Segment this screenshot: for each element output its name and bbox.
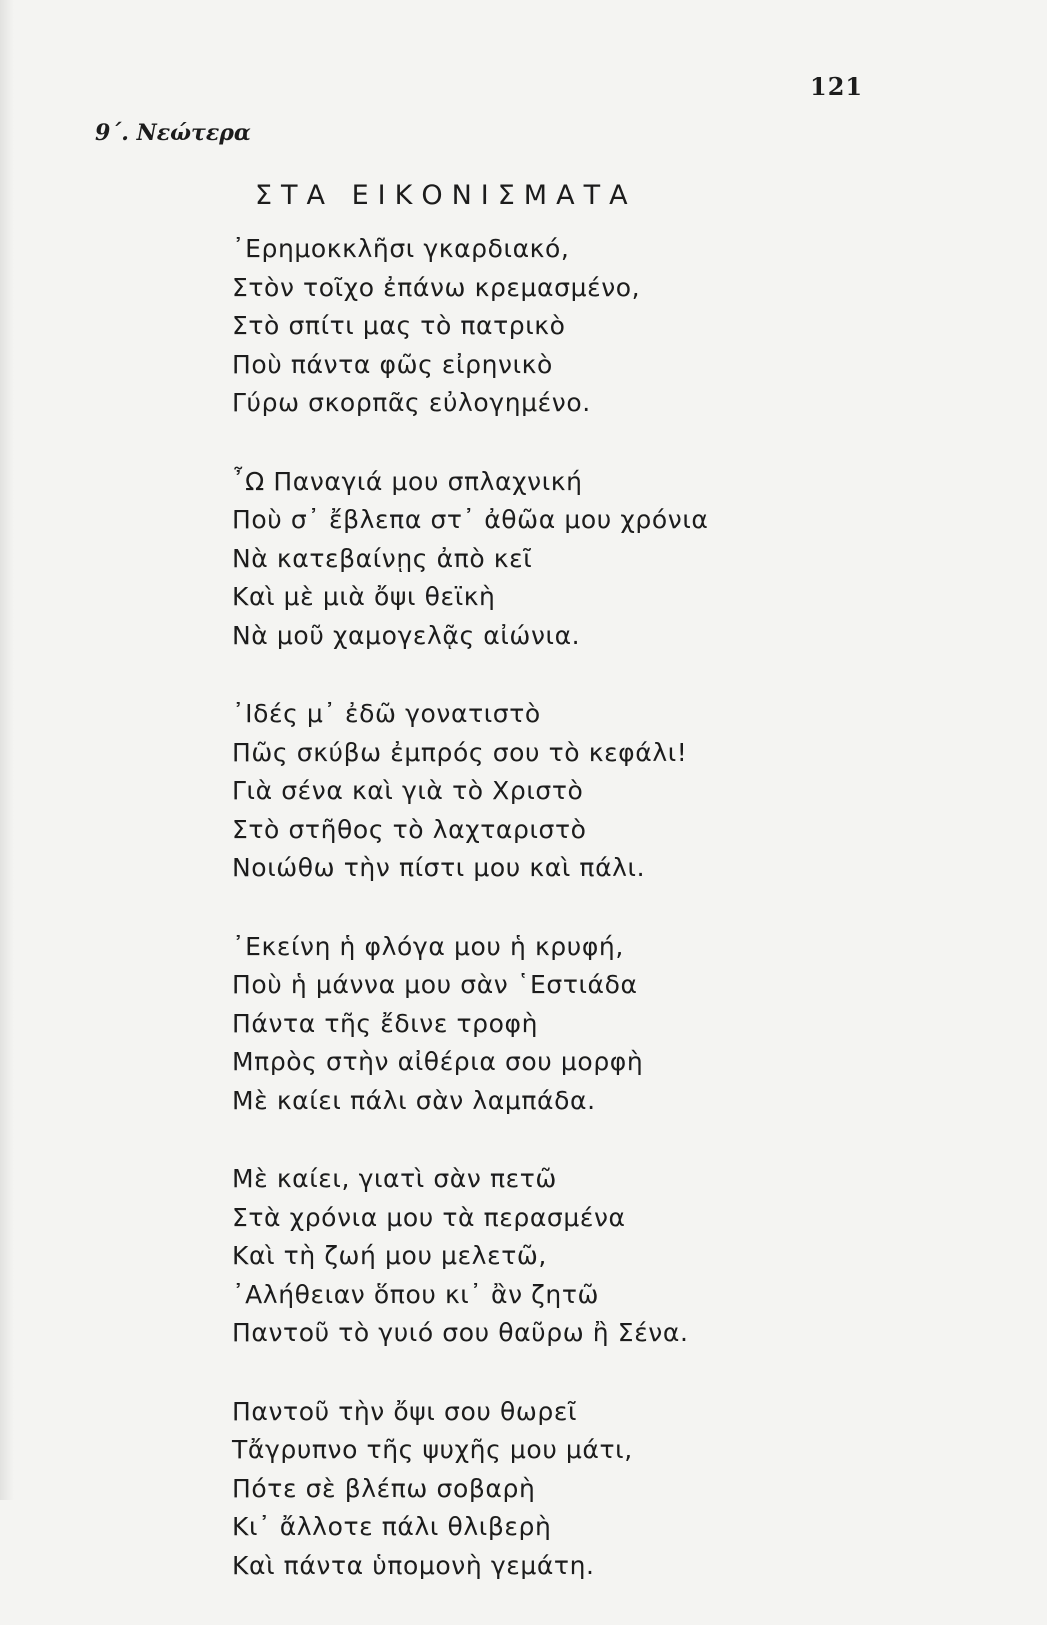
page-gutter [0,0,14,1500]
poem-line: Νὰ μοῦ χαμογελᾷς αἰώνια. [232,620,581,650]
poem-line: ᾿Ερημοκκλῆσι γκαρδιακό, [232,234,570,263]
stanza-1 [232,230,1012,423]
running-head: 9΄. Νεώτερα [95,120,251,146]
poem-line: Μπρὸς στὴν αἰθέρια σου μορφὴ [232,1047,644,1076]
stanza-3 [232,695,1012,888]
poem-line: ᾿Ιδές μ᾿ ἐδῶ γονατιστὸ [232,699,541,728]
poem-line: Κι᾿ ἄλλοτε πάλι θλιβερὴ [232,1512,552,1541]
poem-body [232,230,1012,1625]
poem-line: Γιὰ σένα καὶ γιὰ τὸ Χριστὸ [232,776,584,805]
poem-line: Παντοῦ τὴν ὄψι σου θωρεῖ [232,1396,578,1426]
poem-line: Καὶ μὲ μιὰ ὄψι θεϊκὴ [232,582,496,611]
poem-line: ᾿Αλήθειαν ὅπου κι᾿ ἂν ζητῶ [232,1279,600,1309]
poem-line: Μὲ καίει πάλι σὰν λαμπάδα. [232,1085,596,1115]
stanza-4 [232,928,1012,1121]
poem-line: Γύρω σκορπᾶς εὐλογημένο. [232,388,591,417]
poem-line: Στὸν τοῖχο ἐπάνω κρεμασμένο, [232,272,641,302]
poem-line: ῏Ω Παναγιά μου σπλαχνική [232,466,583,496]
poem-line: Καὶ τὴ ζωή μου μελετῶ, [232,1241,547,1270]
poem-line: Πάντα τῆς ἔδινε τροφὴ [232,1008,539,1038]
poem-line: Στὸ σπίτι μας τὸ πατρικὸ [232,311,566,340]
stanza-5 [232,1160,1012,1353]
poem-title: ΣΤΑ ΕΙΚΟΝΙΣΜΑΤΑ [255,180,637,211]
poem-line: Πῶς σκύβω ἐμπρός σου τὸ κεφάλι! [232,737,688,767]
poem-line: Νοιώθω τὴν πίστι μου καὶ πάλι. [232,853,646,882]
poem-line: Τἄγρυπνο τῆς ψυχῆς μου μάτι, [232,1435,633,1464]
poem-line: ᾿Εκείνη ἡ φλόγα μου ἡ κρυφή, [232,931,624,961]
stanza-6 [232,1393,1012,1586]
poem-line: Στὰ χρόνια μου τὰ περασμένα [232,1202,626,1232]
poem-line: Νὰ κατεβαίνῃς ἀπὸ κεῖ [232,543,533,573]
poem-line: Στὸ στῆθος τὸ λαχταριστὸ [232,814,587,844]
poem-line: Παντοῦ τὸ γυιό σου θαῦρω ἢ Σένα. [232,1318,689,1347]
page-number: 121 [810,72,864,101]
poem-line: Ποὺ ἡ μάννα μου σὰν ῾Εστιάδα [232,970,638,999]
poem-line: Καὶ πάντα ὑπομονὴ γεμάτη. [232,1550,595,1580]
stanza-2 [232,463,1012,656]
poem-line: Ποὺ σ᾿ ἔβλεπα στ᾿ ἀθῶα μου χρόνια [232,505,709,534]
poem-line: Ποὺ πάντα φῶς εἰρηνικὸ [232,349,553,379]
poem-line: Μὲ καίει, γιατὶ σὰν πετῶ [232,1164,557,1193]
poem-line: Πότε σὲ βλέπω σοβαρὴ [232,1473,536,1503]
